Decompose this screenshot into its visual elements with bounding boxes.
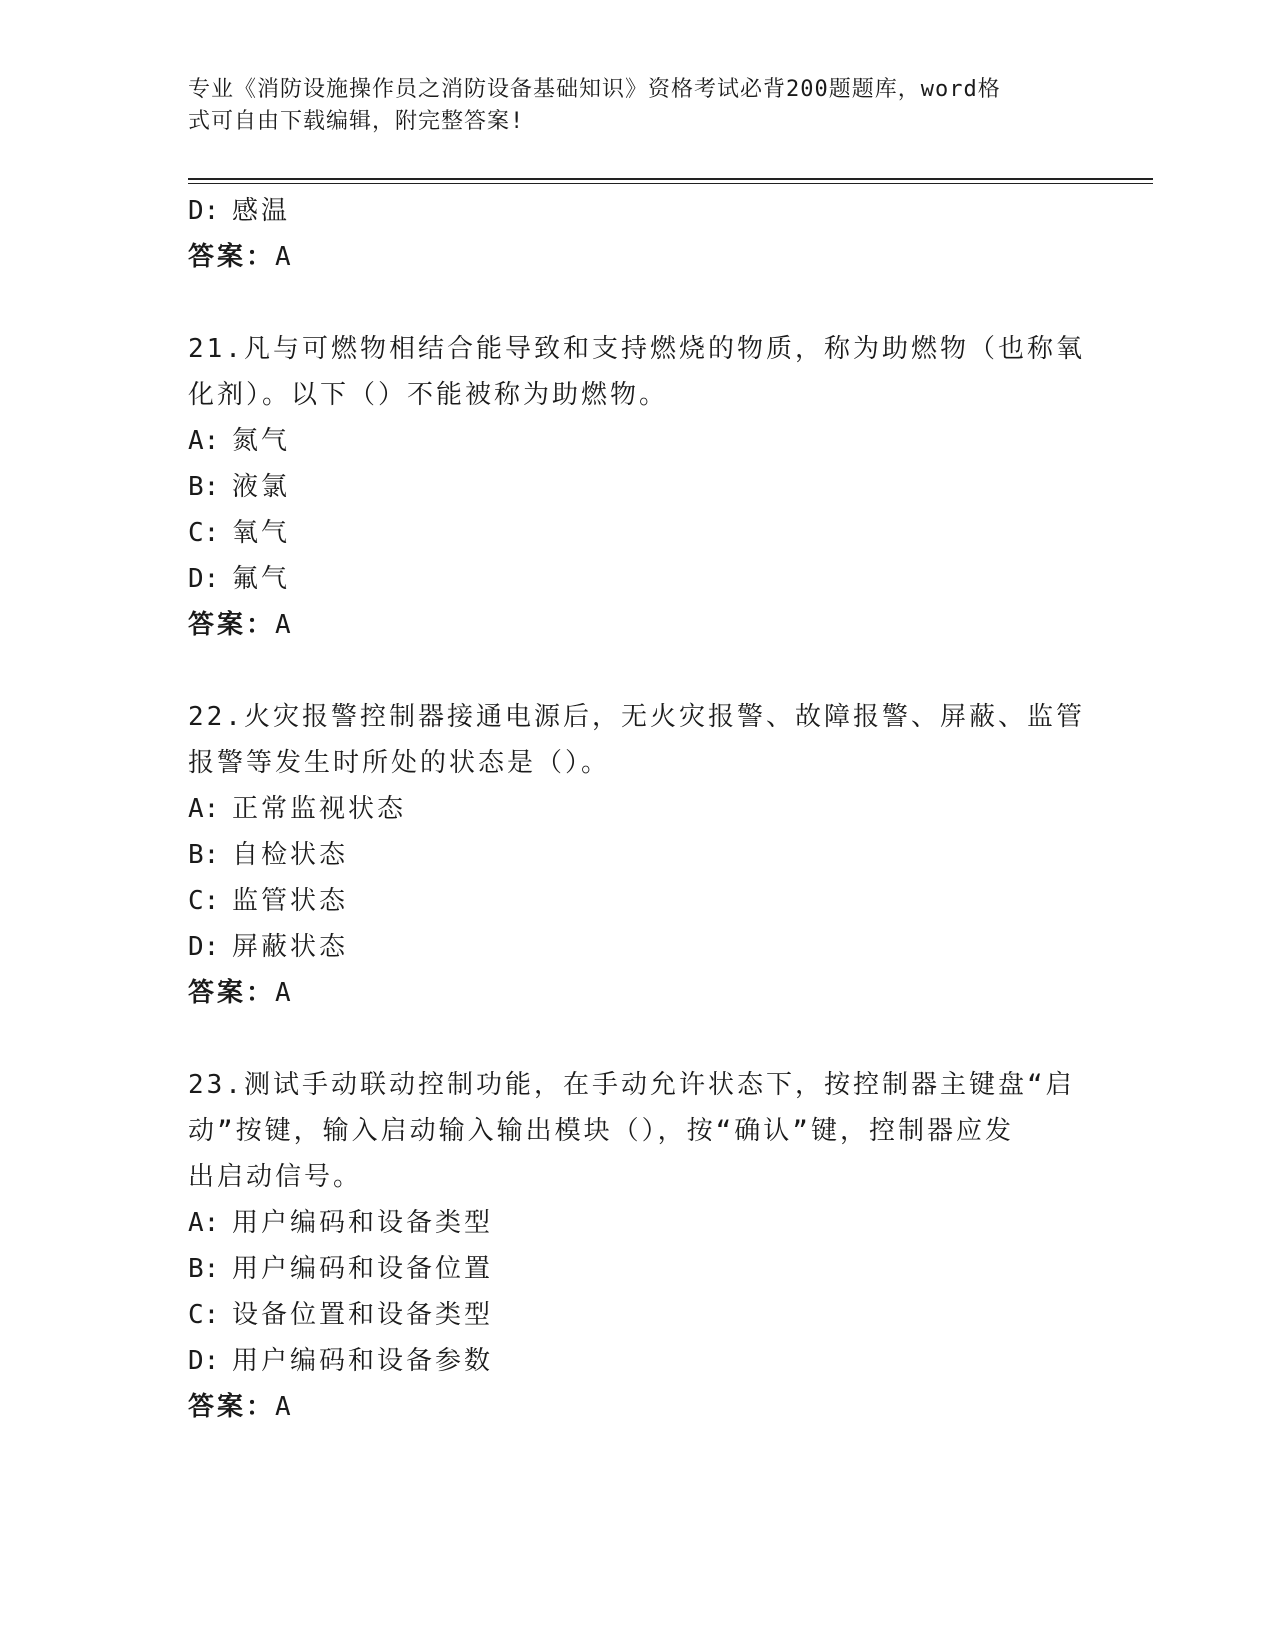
option-text: 氟气 <box>232 564 291 594</box>
option-label: A: <box>188 426 220 456</box>
option-text: 屏蔽状态 <box>232 932 349 962</box>
option-text: 监管状态 <box>232 886 349 916</box>
option-a <box>188 1200 1088 1246</box>
option-label: B: <box>188 1254 220 1284</box>
question-22 <box>188 694 1088 1016</box>
option-d <box>188 188 1088 234</box>
option-b <box>188 464 1088 510</box>
option-text: 设备位置和设备类型 <box>232 1300 494 1330</box>
option-label: D: <box>188 564 220 594</box>
header-title-line-2: 式可自由下载编辑，附完整答案! <box>188 109 525 134</box>
option-label: B: <box>188 472 220 502</box>
question-23 <box>188 1062 1088 1430</box>
option-text: 用户编码和设备类型 <box>232 1208 494 1238</box>
answer-label: 答案： <box>188 242 276 272</box>
option-text: 感温 <box>232 196 291 226</box>
document-header <box>188 74 1078 138</box>
answer-line <box>188 602 1088 648</box>
option-text: 氧气 <box>232 518 291 548</box>
option-label: C: <box>188 886 220 916</box>
question-text-line: 22.火灾报警控制器接通电源后，无火灾报警、故障报警、屏蔽、监管 <box>188 702 1085 732</box>
option-text: 正常监视状态 <box>232 794 407 824</box>
spacer <box>188 1016 1088 1062</box>
option-label: C: <box>188 1300 220 1330</box>
option-label: A: <box>188 794 220 824</box>
answer-line <box>188 970 1088 1016</box>
option-b <box>188 1246 1088 1292</box>
option-label: D: <box>188 932 220 962</box>
answer-line <box>188 1384 1088 1430</box>
question-text-line: 出启动信号。 <box>188 1162 363 1192</box>
option-text: 氮气 <box>232 426 291 456</box>
option-label: D: <box>188 196 220 226</box>
option-label: D: <box>188 1346 220 1376</box>
question-text-line: 报警等发生时所处的状态是（）。 <box>188 748 611 778</box>
option-label: B: <box>188 840 220 870</box>
answer-value: A <box>275 1392 294 1422</box>
header-title-line-1: 专业《消防设施操作员之消防设备基础知识》资格考试必背200题题库，word格 <box>188 77 1001 102</box>
option-c <box>188 510 1088 556</box>
answer-value: A <box>275 242 294 272</box>
option-d <box>188 556 1088 602</box>
option-label: A: <box>188 1208 220 1238</box>
option-d <box>188 1338 1088 1384</box>
question-content <box>188 188 1088 1430</box>
header-divider-thick <box>188 178 1153 180</box>
option-text: 用户编码和设备参数 <box>232 1346 494 1376</box>
question-text-line: 化剂）。以下（）不能被称为助燃物。 <box>188 380 669 410</box>
option-a <box>188 418 1088 464</box>
answer-label: 答案： <box>188 610 276 640</box>
option-c <box>188 878 1088 924</box>
answer-line <box>188 234 1088 280</box>
spacer <box>188 648 1088 694</box>
header-divider-thin <box>188 183 1153 184</box>
option-text: 自检状态 <box>232 840 349 870</box>
option-d <box>188 924 1088 970</box>
option-b <box>188 832 1088 878</box>
spacer <box>188 280 1088 326</box>
option-a <box>188 786 1088 832</box>
answer-value: A <box>275 610 294 640</box>
answer-value: A <box>275 978 294 1008</box>
option-c <box>188 1292 1088 1338</box>
option-label: C: <box>188 518 220 548</box>
option-text: 液氯 <box>232 472 291 502</box>
question-21 <box>188 326 1088 648</box>
question-text-line: 动”按键，输入启动输入输出模块（），按“确认”键，控制器应发 <box>188 1116 1014 1146</box>
answer-label: 答案： <box>188 1392 276 1422</box>
option-text: 用户编码和设备位置 <box>232 1254 494 1284</box>
answer-label: 答案： <box>188 978 276 1008</box>
question-text-line: 23.测试手动联动控制功能，在手动允许状态下，按控制器主键盘“启 <box>188 1070 1075 1100</box>
question-text-line: 21.凡与可燃物相结合能导致和支持燃烧的物质，称为助燃物（也称氧 <box>188 334 1085 364</box>
